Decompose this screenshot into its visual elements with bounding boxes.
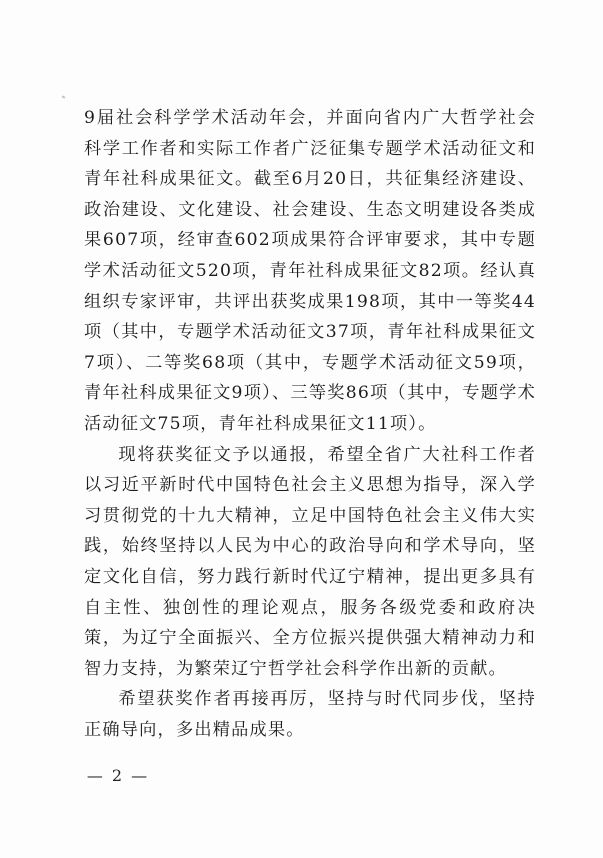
page-number: — 2 — xyxy=(86,766,150,785)
paragraph-2: 现将获奖征文予以通报，希望全省广大社科工作者以习近平新时代中国特色社会主义思想为指导，深入学习贯彻党的十九大精神，立足中国特色社会主义伟大实践，始终坚持以人民为中心的政治导向和学术导向，坚定文化自信，努力践行新时代辽宁精神，提出更多具有自主性、独创性的理论观点，服务各级党委和政府决策，为辽宁全面振兴、全方位振兴提供强大精神动力和智力支持，为繁荣辽宁哲学社会科学作出新的贡献。 xyxy=(84,444,536,679)
scan-speck xyxy=(62,95,66,98)
paragraph-1: 9届社会科学学术活动年会，并面向省内广大哲学社会科学工作者和实际工作者广泛征集专题学术活动征文和青年社科成果征文。截至6月20日，共征集经济建设、政治建设、文化建设、社会建设、生态文明建设各类成果607项，经审查602项成果符合评审要求，其中专题学术活动征文520项，青年社科成果征文82项。经认真组织专家评审，共评出获奖成果198项，其中一等奖44项（其中，专题学术活动征文37项，青年社科成果征文7项）、二等奖68项（其中，专题学术活动征文59项，青年社科成果征文9项）、三等奖86项（其中，专题学术活动征文75项，青年社科成果征文11项）。 xyxy=(84,108,536,434)
paragraph-3: 希望获奖作者再接再厉，坚持与时代同步伐，坚持正确导向，多出精品成果。 xyxy=(84,689,536,740)
document-body xyxy=(84,103,536,745)
